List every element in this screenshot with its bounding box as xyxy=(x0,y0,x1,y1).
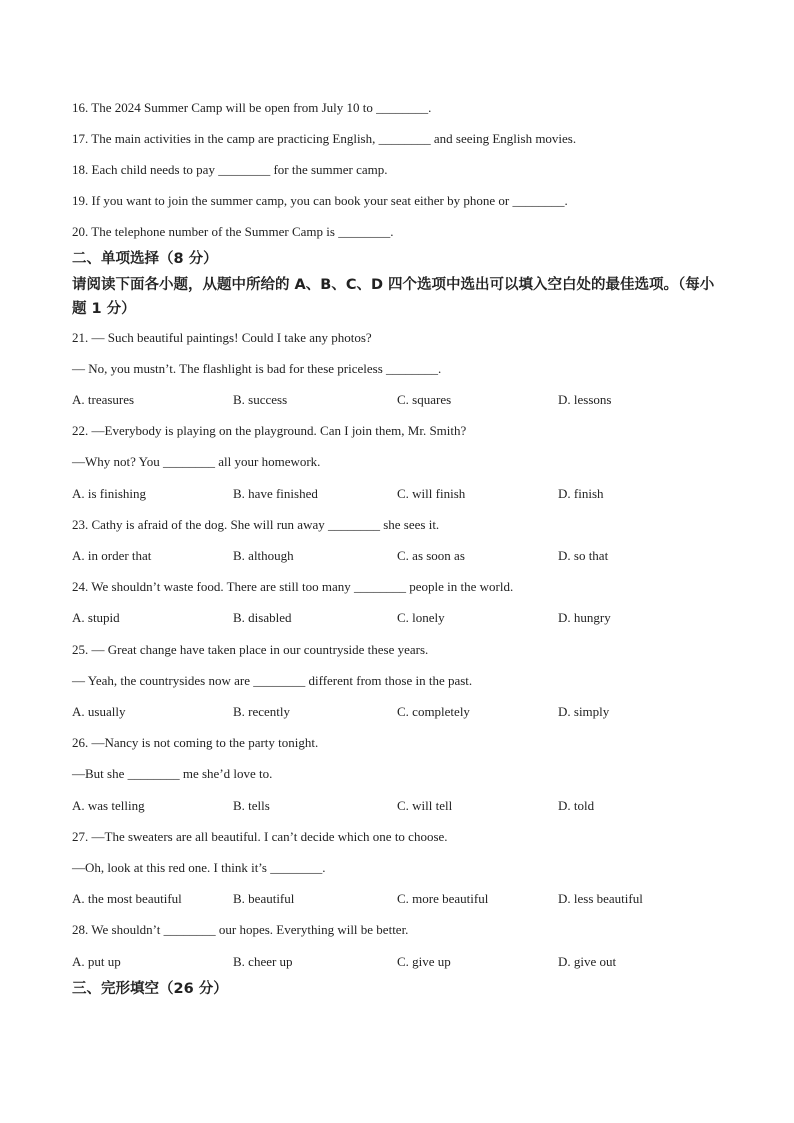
option-a: A. put up xyxy=(72,954,121,969)
option-d: D. less beautiful xyxy=(558,891,643,906)
question-26-line-2: —But she ________ me she’d love to. xyxy=(72,766,273,781)
question-21-line-2: — No, you mustn’t. The flashlight is bad for these priceless ________. xyxy=(72,361,442,376)
option-a: A. in order that xyxy=(72,548,152,563)
option-d: D. give out xyxy=(558,954,617,969)
question-21-line-1: 21. — Such beautiful paintings! Could I take any photos? xyxy=(72,330,372,345)
option-b: B. tells xyxy=(233,798,270,813)
question-25-options xyxy=(72,704,722,720)
question-26-options xyxy=(72,798,722,814)
option-b: B. although xyxy=(233,548,294,563)
option-a: A. treasures xyxy=(72,392,135,407)
question-23-options xyxy=(72,548,722,564)
option-b: B. success xyxy=(233,392,288,407)
option-c: C. will tell xyxy=(397,798,453,813)
option-a: A. is finishing xyxy=(72,486,147,501)
option-a: A. stupid xyxy=(72,610,120,625)
question-28-options xyxy=(72,954,722,970)
fill-in-question-19: 19. If you want to join the summer camp, you can book your seat either by phone or ________. xyxy=(72,193,568,208)
option-b: B. beautiful xyxy=(233,891,295,906)
option-c: C. squares xyxy=(397,392,452,407)
option-c: C. give up xyxy=(397,954,451,969)
option-d: D. lessons xyxy=(558,392,612,407)
option-a: A. the most beautiful xyxy=(72,891,182,906)
fill-in-question-18: 18. Each child needs to pay ________ for the summer camp. xyxy=(72,162,388,177)
option-d: D. simply xyxy=(558,704,610,719)
option-c: C. as soon as xyxy=(397,548,465,563)
option-b: B. cheer up xyxy=(233,954,293,969)
option-c: C. lonely xyxy=(397,610,445,625)
option-d: D. told xyxy=(558,798,595,813)
fill-in-question-20: 20. The telephone number of the Summer Camp is ________. xyxy=(72,224,394,239)
question-21-options xyxy=(72,392,722,408)
option-a: A. usually xyxy=(72,704,126,719)
option-d: D. hungry xyxy=(558,610,611,625)
question-26-line-1: 26. —Nancy is not coming to the party tonight. xyxy=(72,735,319,750)
question-27-options xyxy=(72,891,722,907)
question-24-line-1: 24. We shouldn’t waste food. There are still too many ________ people in the world. xyxy=(72,579,514,594)
question-22-options xyxy=(72,486,722,502)
section-instruction: 请阅读下面各小题，从题中所给的 A、B、C、D 四个选项中选出可以填入空白处的最佳选项。（每小题 1 分） xyxy=(72,277,715,317)
option-b: B. recently xyxy=(233,704,291,719)
question-25-line-1: 25. — Great change have taken place in our countryside these years. xyxy=(72,642,429,657)
option-a: A. was telling xyxy=(72,798,145,813)
question-22-line-1: 22. —Everybody is playing on the playground. Can I join them, Mr. Smith? xyxy=(72,423,467,438)
question-24-options xyxy=(72,610,722,626)
option-d: D. so that xyxy=(558,548,609,563)
option-b: B. disabled xyxy=(233,610,292,625)
option-b: B. have finished xyxy=(233,486,318,501)
question-23-line-1: 23. Cathy is afraid of the dog. She will run away ________ she sees it. xyxy=(72,517,440,532)
section-heading-single-choice: 二、单项选择（8 分） xyxy=(72,251,218,267)
question-22-line-2: —Why not? You ________ all your homework. xyxy=(72,454,321,469)
fill-in-question-17: 17. The main activities in the camp are practicing English, ________ and seeing English movies. xyxy=(72,131,577,146)
question-27-line-2: —Oh, look at this red one. I think it’s ________. xyxy=(72,860,326,875)
option-c: C. completely xyxy=(397,704,470,719)
option-c: C. more beautiful xyxy=(397,891,489,906)
question-27-line-1: 27. —The sweaters are all beautiful. I can’t decide which one to choose. xyxy=(72,829,448,844)
question-28-line-1: 28. We shouldn’t ________ our hopes. Everything will be better. xyxy=(72,922,409,937)
section-heading-cloze: 三、完形填空（26 分） xyxy=(72,981,228,997)
question-25-line-2: — Yeah, the countrysides now are ________ different from those in the past. xyxy=(72,673,473,688)
fill-in-question-16: 16. The 2024 Summer Camp will be open from July 10 to ________. xyxy=(72,100,432,115)
option-d: D. finish xyxy=(558,486,604,501)
option-c: C. will finish xyxy=(397,486,466,501)
